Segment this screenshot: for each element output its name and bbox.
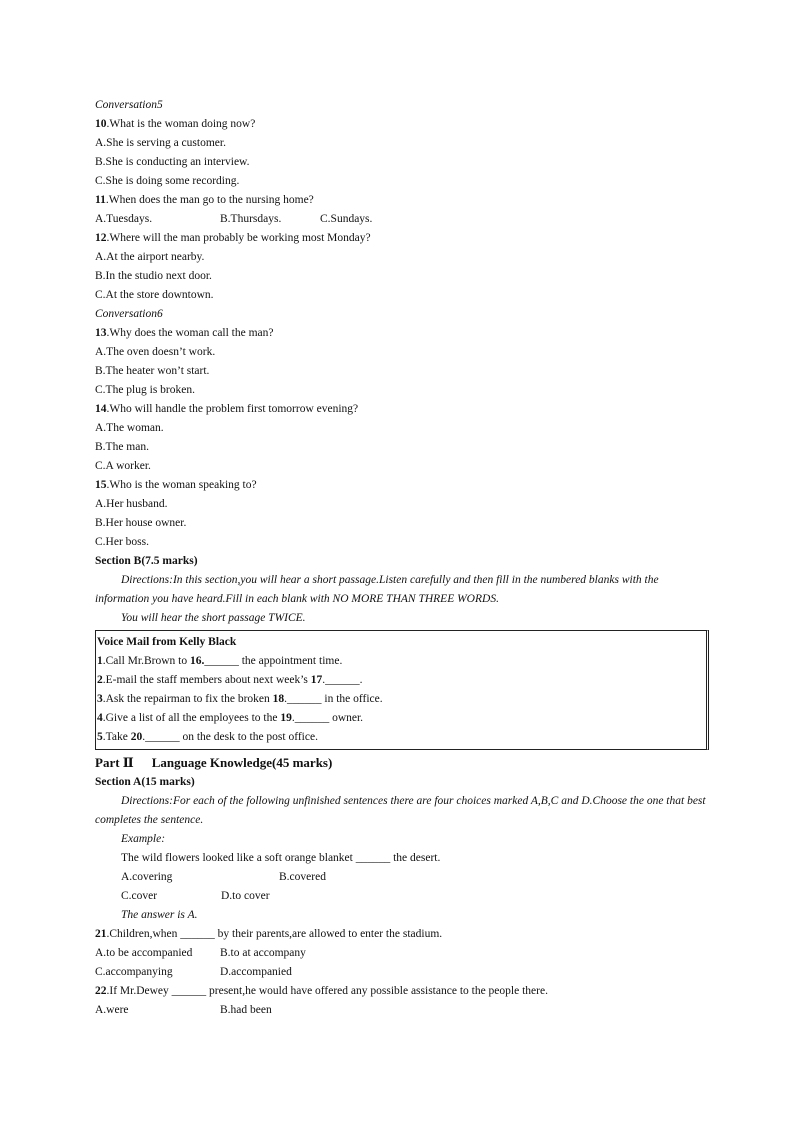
blank-number: 20 <box>130 731 143 743</box>
blank-number: 16. <box>189 655 205 667</box>
option-a: A.to be accompanied <box>95 947 193 959</box>
section-b-twice-note: You will hear the short passage TWICE. <box>121 612 306 624</box>
question-number: 13 <box>95 327 107 339</box>
option-a: A.The woman. <box>95 422 164 434</box>
option-c: C.Sundays. <box>320 213 373 225</box>
item-number: 3 <box>97 693 103 705</box>
blank-number: 19 <box>280 712 292 724</box>
option-b: B.to at accompany <box>220 947 306 959</box>
option-a: A.At the airport nearby. <box>95 251 205 263</box>
item-text: .E-mail the staff members about next week’s <box>102 674 311 686</box>
item-text-after: .______ owner. <box>291 712 364 724</box>
options-row <box>95 944 707 963</box>
voice-mail-item <box>96 652 706 671</box>
option-b: B.covered <box>279 871 326 883</box>
item-text-after: .______. <box>322 674 363 686</box>
item-number: 5 <box>97 731 103 743</box>
question-number: 21 <box>95 928 107 940</box>
question-text: .When does the man go to the nursing home? <box>105 194 314 206</box>
option-c: C.At the store downtown. <box>95 289 214 301</box>
question-number: 10 <box>95 118 107 130</box>
option-a: A.The oven doesn’t work. <box>95 346 216 358</box>
item-text: .Ask the repairman to fix the broken <box>102 693 273 705</box>
question-15 <box>95 476 707 495</box>
section-a-directions: Directions:For each of the following unfinished sentences there are four choices marked A,B,C and D.Choose the one that best completes the sentence. <box>95 795 706 826</box>
question-text: .Why does the woman call the man? <box>106 327 274 339</box>
voice-mail-item <box>96 671 706 690</box>
question-14 <box>95 400 707 419</box>
options-row <box>95 963 707 982</box>
question-12 <box>95 229 707 248</box>
item-text: .Call Mr.Brown to <box>102 655 190 667</box>
option-b: B.The heater won’t start. <box>95 365 210 377</box>
item-text: .Give a list of all the employees to the <box>102 712 281 724</box>
question-13 <box>95 324 707 343</box>
question-number: 22 <box>95 985 107 997</box>
option-c: C.accompanying <box>95 966 173 978</box>
question-text: .If Mr.Dewey ______ present,he would have offered any possible assistance to the people there. <box>106 985 548 997</box>
section-b-heading: Section B(7.5 marks) <box>95 555 198 567</box>
conversation-5-label: Conversation5 <box>95 99 163 111</box>
options-row <box>95 210 707 229</box>
option-c: C.Her boss. <box>95 536 149 548</box>
part-2-heading <box>95 752 707 773</box>
option-d: D.to cover <box>221 890 270 902</box>
question-number: 12 <box>95 232 107 244</box>
question-text: .Where will the man probably be working most Monday? <box>106 232 371 244</box>
option-b: B.Thursdays. <box>220 213 282 225</box>
voice-mail-title: Voice Mail from Kelly Black <box>97 636 237 648</box>
option-b: B.The man. <box>95 441 149 453</box>
option-b: B.She is conducting an interview. <box>95 156 250 168</box>
question-10 <box>95 115 707 134</box>
section-b-directions: Directions:In this section,you will hear a short passage.Listen carefully and then fill in the numbered blanks with the information you have heard.Fill in each blank with NO MORE THAN THREE WORDS. <box>95 574 659 605</box>
blank-number: 17 <box>310 674 323 686</box>
item-number: 4 <box>97 712 103 724</box>
option-c: C.She is doing some recording. <box>95 175 240 187</box>
item-text-after: .______ on the desk to the post office. <box>142 731 318 743</box>
conversation-6-label: Conversation6 <box>95 308 163 320</box>
item-text: .Take <box>102 731 131 743</box>
option-a: A.covering <box>121 871 173 883</box>
example-options-row <box>95 887 707 906</box>
example-sentence: The wild flowers looked like a soft orange blanket ______ the desert. <box>121 852 441 864</box>
question-number: 14 <box>95 403 107 415</box>
part-title: Language Knowledge(45 marks) <box>151 755 333 770</box>
example-options-row <box>95 868 707 887</box>
example-label: Example: <box>121 833 166 845</box>
option-a: A.were <box>95 1004 129 1016</box>
option-c: C.The plug is broken. <box>95 384 195 396</box>
question-text: .What is the woman doing now? <box>106 118 256 130</box>
voice-mail-box <box>95 630 709 750</box>
example-answer: The answer is A. <box>121 909 198 921</box>
item-text-after: .______ in the office. <box>284 693 383 705</box>
section-a-heading: Section A(15 marks) <box>95 776 195 788</box>
blank-number: 18 <box>272 693 285 705</box>
item-number: 1 <box>97 655 103 667</box>
question-text: .Who will handle the problem first tomorrow evening? <box>106 403 359 415</box>
question-number: 11 <box>95 194 106 206</box>
part-label: Part Ⅱ <box>95 755 134 770</box>
voice-mail-item <box>96 690 706 709</box>
option-a: A.Tuesdays. <box>95 213 153 225</box>
option-a: A.She is serving a customer. <box>95 137 226 149</box>
option-a: A.Her husband. <box>95 498 168 510</box>
option-d: D.accompanied <box>220 966 292 978</box>
item-number: 2 <box>97 674 103 686</box>
question-11 <box>95 191 707 210</box>
option-c: C.cover <box>121 890 158 902</box>
option-c: C.A worker. <box>95 460 151 472</box>
item-text-after: ______ the appointment time. <box>204 655 343 667</box>
question-number: 15 <box>95 479 107 491</box>
options-row <box>95 1001 707 1020</box>
option-b: B.Her house owner. <box>95 517 187 529</box>
question-22 <box>95 982 707 1001</box>
voice-mail-item <box>96 709 706 728</box>
question-text: .Who is the woman speaking to? <box>106 479 257 491</box>
option-b: B.In the studio next door. <box>95 270 212 282</box>
document-page <box>95 96 707 1020</box>
question-text: .Children,when ______ by their parents,are allowed to enter the stadium. <box>106 928 443 940</box>
question-21 <box>95 925 707 944</box>
option-b: B.had been <box>220 1004 272 1016</box>
voice-mail-item <box>96 728 706 747</box>
